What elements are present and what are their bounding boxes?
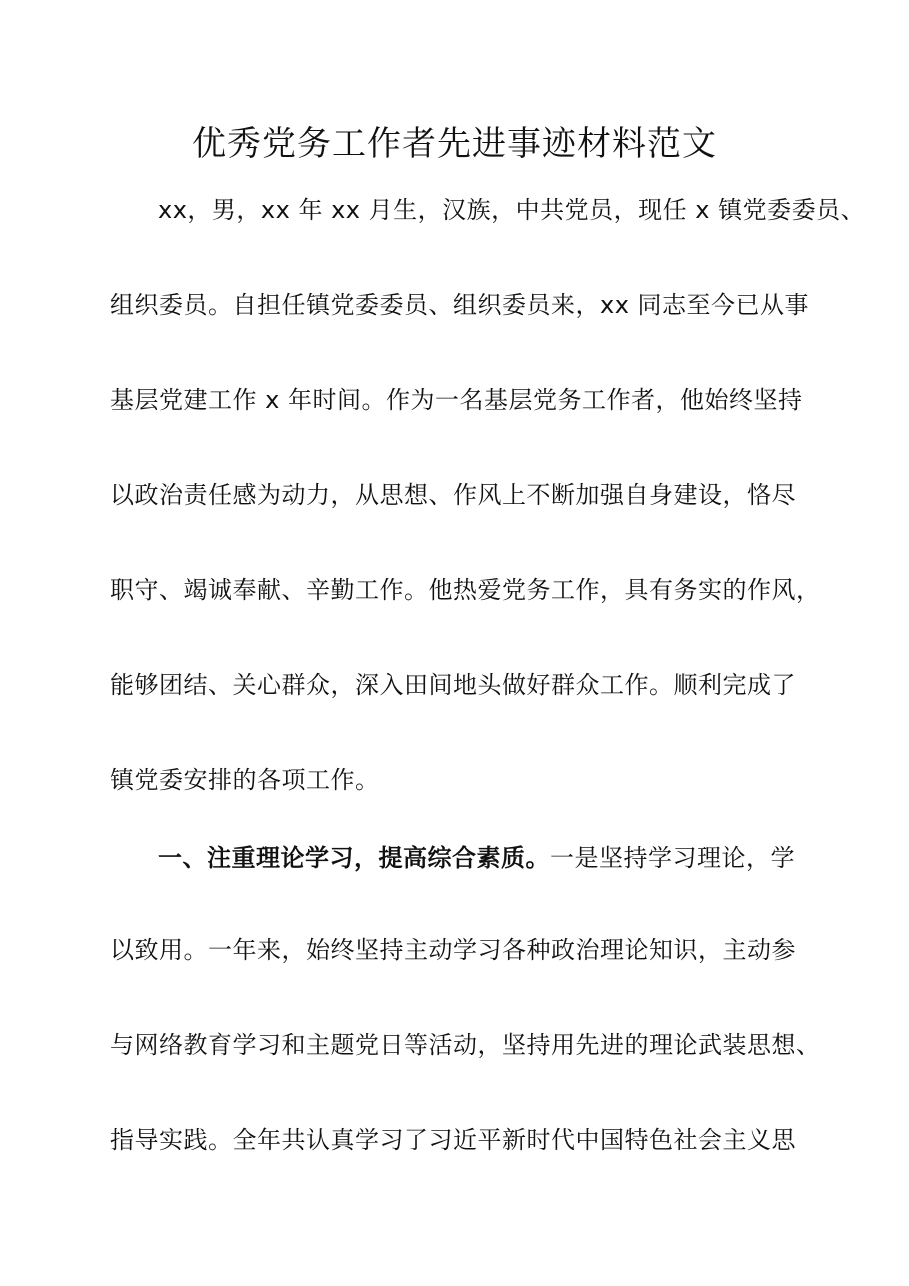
paragraph-line: 指导实践。全年共认真学习了习近平新时代中国特色社会主义思 [110, 1126, 796, 1154]
section-text: 一是坚持学习理论，学 [550, 844, 795, 872]
paragraph-line: 职守、竭诚奉献、辛勤工作。他热爱党务工作，具有务实的作风， [110, 576, 821, 604]
section-heading: 一、注重理论学习，提高综合素质。 [158, 844, 550, 872]
paragraph-line: 能够团结、关心群众，深入田间地头做好群众工作。顺利完成了 [110, 671, 796, 699]
paragraph-line: 以政治责任感为动力，从思想、作风上不断加强自身建设，恪尽 [110, 481, 796, 509]
paragraph-line: 基层党建工作 x 年时间。作为一名基层党务工作者，他始终坚持 [110, 386, 803, 414]
paragraph-line: 组织委员。自担任镇党委委员、组织委员来，xx 同志至今已从事 [110, 291, 810, 319]
section-heading-line [158, 840, 795, 876]
paragraph-line: 镇党委安排的各项工作。 [110, 766, 380, 794]
document-title: 优秀党务工作者先进事迹材料范文 [192, 124, 717, 164]
paragraph-line: 以致用。一年来，始终坚持主动学习各种政治理论知识，主动参 [110, 936, 796, 964]
paragraph-line: xx，男，xx 年 xx 月生，汉族，中共党员，现任 x 镇党委委员、 [158, 196, 866, 224]
paragraph-line: 与网络教育学习和主题党日等活动，坚持用先进的理论武装思想、 [110, 1031, 821, 1059]
